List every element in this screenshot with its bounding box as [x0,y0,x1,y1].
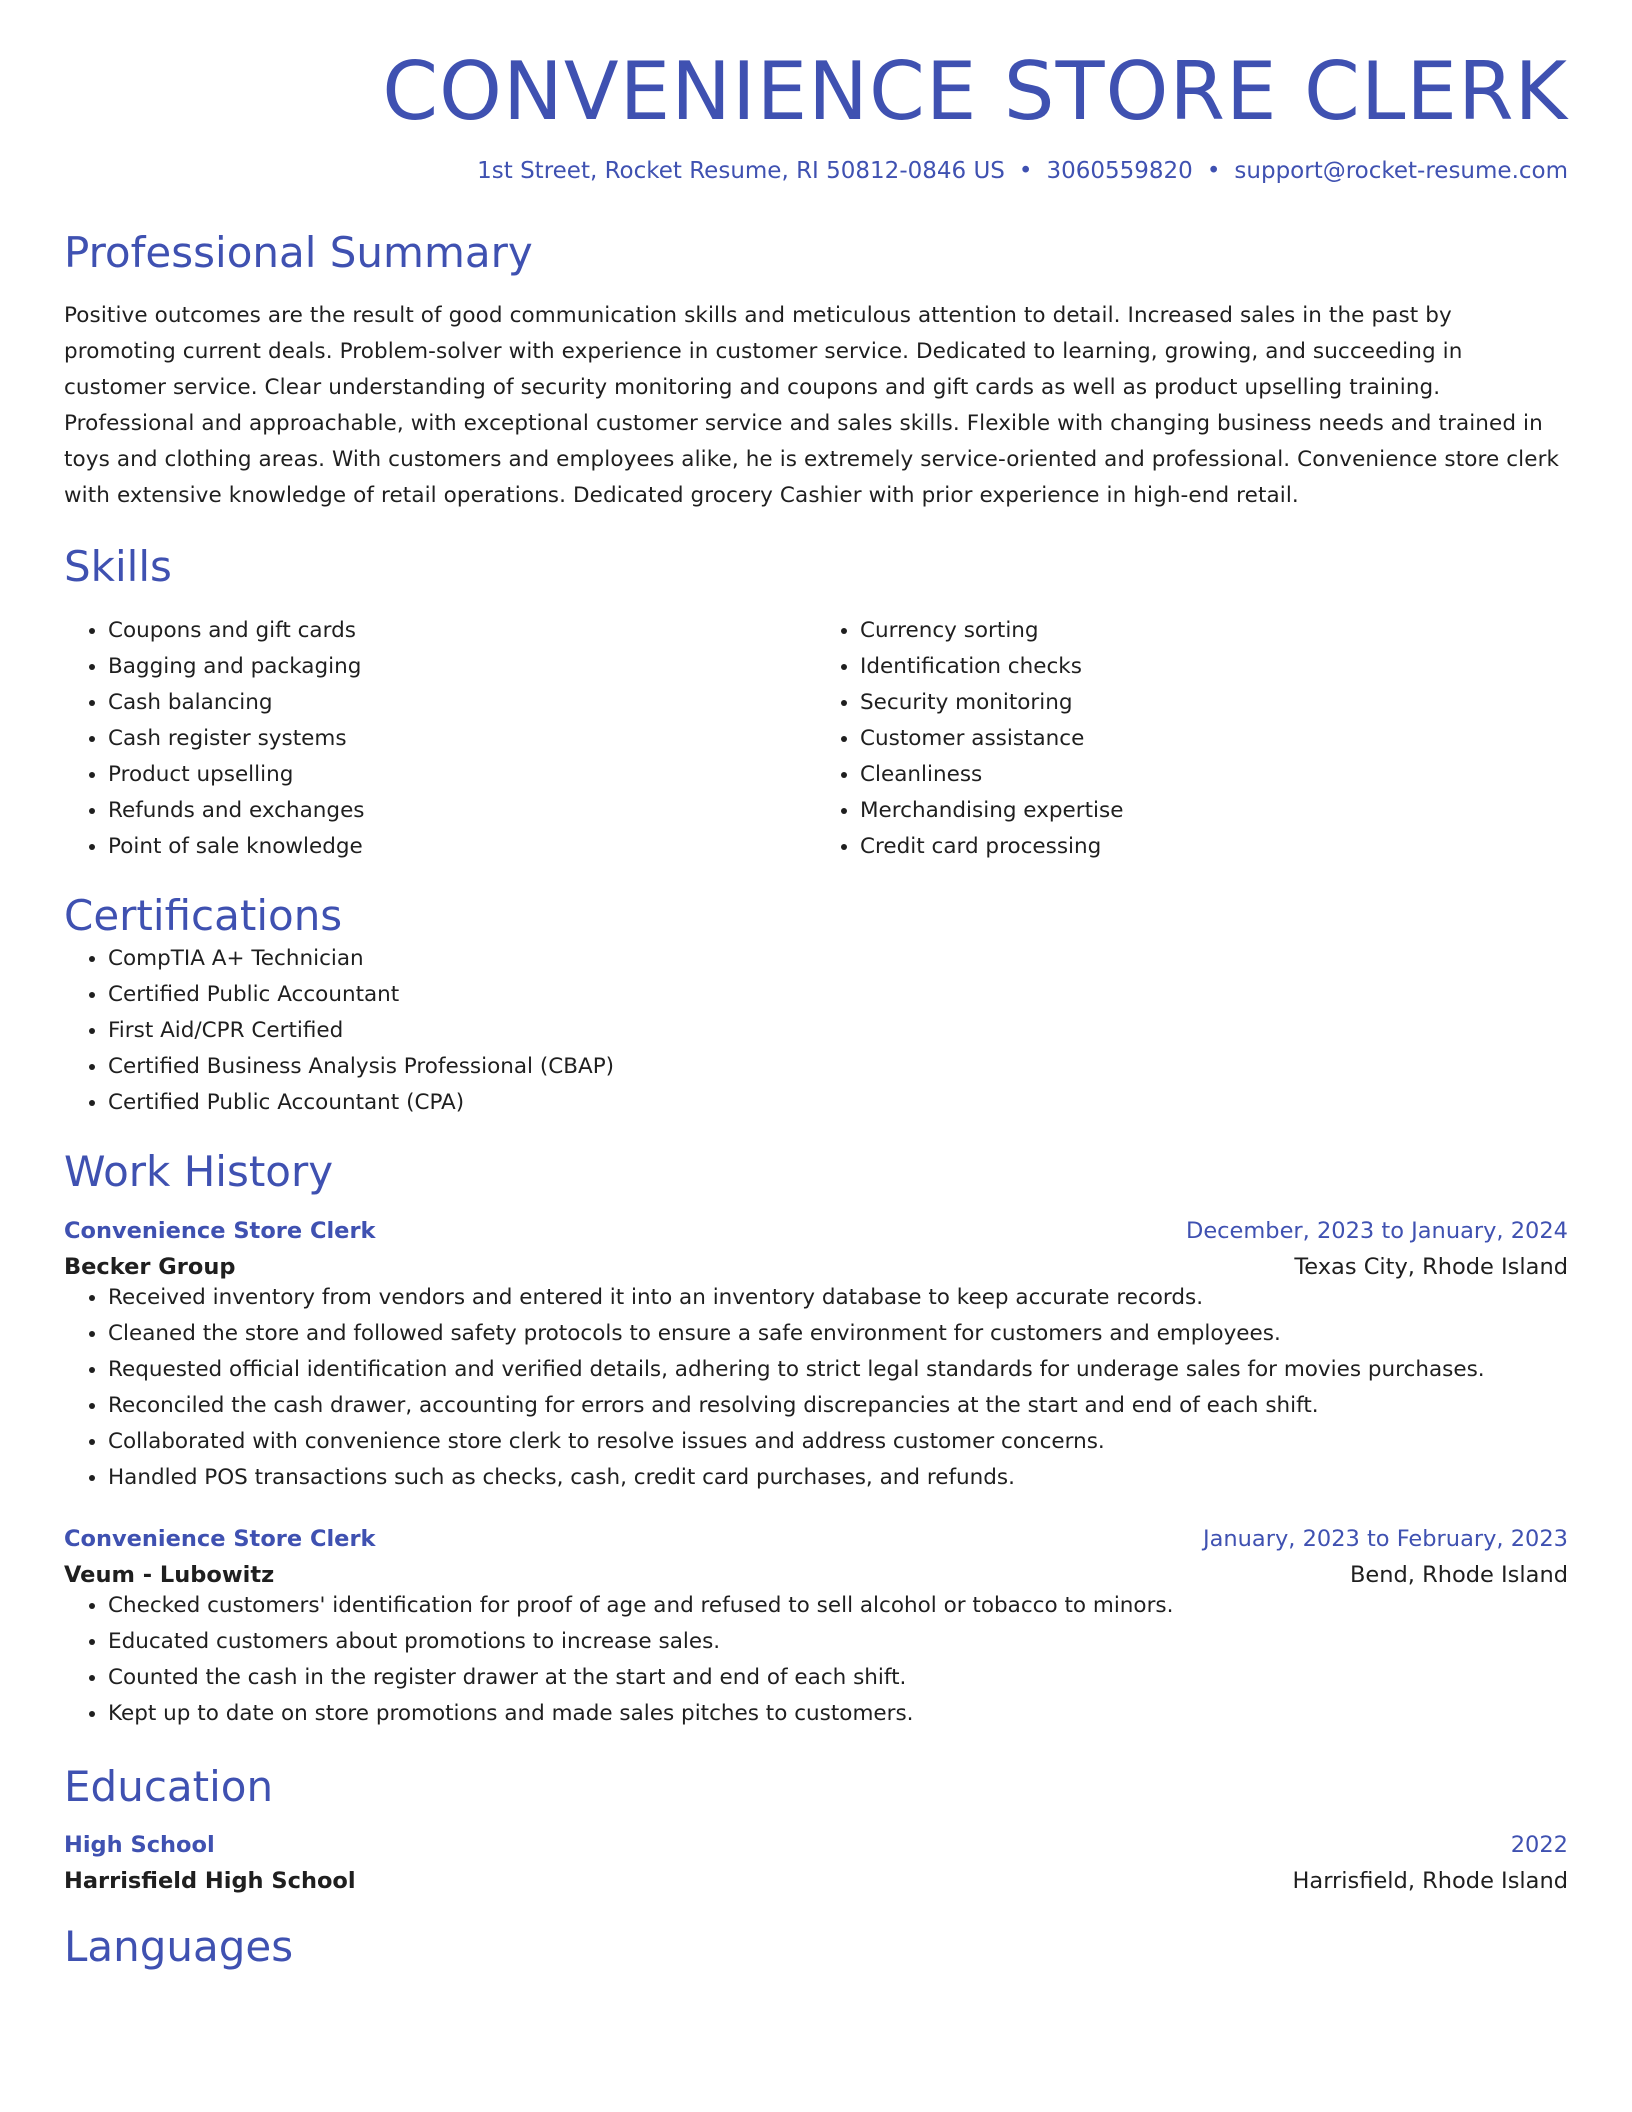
skill-item: • Point of sale knowledge [108,829,816,865]
certifications-section [64,891,1568,1121]
summary-heading: Professional Summary [64,228,533,277]
job-duty: • Handled POS transactions such as checks, cash, credit card purchases, and refunds. [108,1460,1568,1496]
contact-separator: • [1018,158,1033,184]
education-degree: High School [64,1831,215,1858]
certification-item: • CompTIA A+ Technician [108,941,1568,977]
education-degree-row [64,1832,1568,1858]
education-school: Harrisfield High School [64,1867,356,1894]
job-dates: January, 2023 to February, 2023 [1202,1525,1568,1552]
skills-list-left [64,613,816,865]
contact-separator: • [1206,158,1221,184]
job-entry [64,1218,1568,1496]
skill-item: • Identification checks [860,649,1568,685]
skills-list-right [816,613,1568,865]
job-duty: • Cleaned the store and followed safety protocols to ensure a safe environment for customers and employees. [108,1316,1568,1352]
skill-item: • Refunds and exchanges [108,793,816,829]
education-year: 2022 [1510,1831,1568,1858]
skills-heading: Skills [64,542,172,592]
work-history-heading: Work History [64,1147,334,1197]
job-company: Becker Group [64,1253,236,1280]
work-history-section [64,1147,1568,1731]
skills-section [64,542,1568,864]
job-duty: • Checked customers' identification for proof of age and refused to sell alcohol or tobacco to minors. [108,1588,1568,1624]
certifications-heading: Certifications [64,890,343,940]
contact-line [64,158,1568,184]
job-role: Convenience Store Clerk [64,1217,376,1244]
job-company: Veum - Lubowitz [64,1561,275,1588]
job-duty: • Requested official identification and verified details, adhering to strict legal standards for underage sales for movies purchases. [108,1352,1568,1388]
skill-item: • Coupons and gift cards [108,613,816,649]
job-duty: • Collaborated with convenience store clerk to resolve issues and address customer concerns. [108,1424,1568,1460]
skills-columns [64,613,1568,865]
certification-item: • Certified Business Analysis Professional (CBAP) [108,1049,1568,1085]
skill-item: • Merchandising expertise [860,793,1568,829]
certifications-list [64,941,1568,1121]
job-duty: • Reconciled the cash drawer, accounting for errors and resolving discrepancies at the start and end of each shift. [108,1388,1568,1424]
job-dates: December, 2023 to January, 2024 [1186,1217,1568,1244]
candidate-name: CONVENIENCE STORE CLERK [382,45,1568,138]
contact-email[interactable]: support@rocket-resume.com [1234,158,1568,184]
certification-item: • Certified Public Accountant [108,977,1568,1013]
job-title-row [64,1526,1568,1552]
job-duty: • Kept up to date on store promotions and made sales pitches to customers. [108,1696,1568,1732]
contact-phone: 3060559820 [1046,158,1193,184]
contact-address: 1st Street, Rocket Resume, RI 50812-0846 US [477,158,1005,184]
education-section [64,1762,1568,1894]
education-school-row [64,1868,1568,1894]
skill-item: • Bagging and packaging [108,649,816,685]
certification-item: • Certified Public Accountant (CPA) [108,1085,1568,1121]
certification-item: • First Aid/CPR Certified [108,1013,1568,1049]
education-location: Harrisfield, Rhode Island [1292,1867,1568,1894]
job-entry [64,1526,1568,1732]
job-duties-list [64,1588,1568,1732]
job-duty: • Received inventory from vendors and entered it into an inventory database to keep accurate records. [108,1280,1568,1316]
job-title-row [64,1218,1568,1244]
skill-item: • Credit card processing [860,829,1568,865]
skill-item: • Currency sorting [860,613,1568,649]
education-entry [64,1832,1568,1894]
skill-item: • Cleanliness [860,757,1568,793]
skill-item: • Security monitoring [860,685,1568,721]
job-location: Bend, Rhode Island [1349,1561,1568,1588]
summary-section [64,228,1568,514]
skill-item: • Cash balancing [108,685,816,721]
resume-header [64,40,1568,184]
job-company-row [64,1562,1568,1588]
job-location: Texas City, Rhode Island [1294,1253,1568,1280]
education-heading: Education [64,1761,274,1811]
languages-heading: Languages [64,1921,294,1971]
job-duty: • Educated customers about promotions to increase sales. [108,1624,1568,1660]
summary-text: Positive outcomes are the result of good communication skills and meticulous attention to detail. Increased sales in the past by promoting current deals. Problem-solver with experience in customer service. Dedicated to learning, growing, and succeeding in customer service. Clear understanding of security monitoring and coupons and gift cards as well as product upselling training. Professional and approachable, with exceptional customer service and sales skills. Flexible with changing business needs and trained in toys and clothing areas. With customers and employees alike, he is extremely service-oriented and professional. Convenience store clerk with extensive knowledge of retail operations. Dedicated grocery Cashier with prior experience in high-end retail. [64,303,1560,509]
languages-section [64,1922,1568,1972]
skill-item: • Cash register systems [108,721,816,757]
job-duty: • Counted the cash in the register drawer at the start and end of each shift. [108,1660,1568,1696]
job-company-row [64,1254,1568,1280]
job-duties-list [64,1280,1568,1496]
skill-item: • Product upselling [108,757,816,793]
job-role: Convenience Store Clerk [64,1525,376,1552]
skill-item: • Customer assistance [860,721,1568,757]
